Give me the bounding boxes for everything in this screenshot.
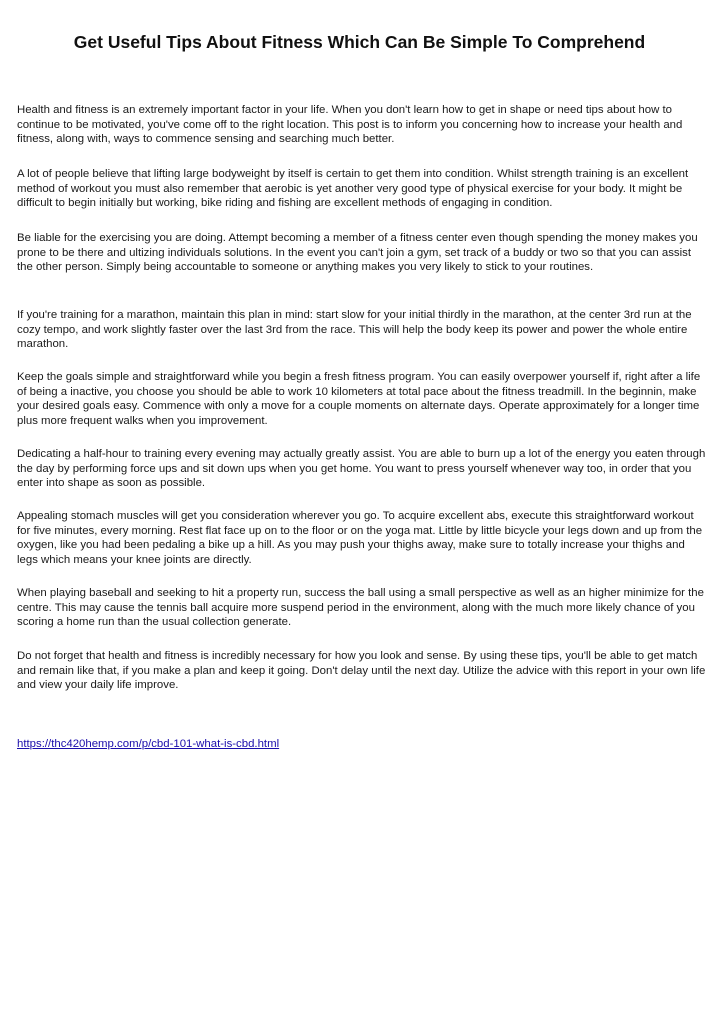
paragraph-accountability: Be liable for the exercising you are doing. Attempt becoming a member of a fitness center even though spending the money makes you prone to be there and ultizing individuals solutions. In the event you can't join a gym, set track of a buddy or two so that you can assist the other person. Simply being accountable to someone or anything makes you very likely to stick to your routines. (17, 232, 698, 274)
paragraph-evening-training: Dedicating a half-hour to training every evening may actually greatly assist. You are able to burn up a lot of the energy you eaten through the day by performing force ups and sit down ups when you get home. You want to press yourself whenever way too, in order that you enter into shape as soon as possible. (17, 448, 706, 490)
paragraph-conclusion: Do not forget that health and fitness is incredibly necessary for how you look and sense. By using these tips, you'll be able to get match and remain like that, if you make a plan and keep it going. Don't delay until the next day. Utilize the advice with this report in your own life and view your daily life improve. (17, 650, 706, 692)
paragraph-abs: Appealing stomach muscles will get you consideration wherever you go. To acquire excellent abs, execute this straightforward workout for five minutes, every morning. Rest flat face up on to the floor or on the yoga mat. Little by little bicycle your legs down and up from the oxygen, like you had been pedaling a bike up a hill. As you may push your thighs away, make sure to totally increase your thighs and legs which means your knee joints are directly. (17, 510, 703, 566)
page-title: Get Useful Tips About Fitness Which Can Be Simple To Comprehend (73, 32, 646, 52)
paragraph-aerobic: A lot of people believe that lifting large bodyweight by itself is certain to get them into condition. Whilst strength training is an excellent method of workout you must also remember that aerobic is yet another very good type of physical exercise for your body. It might be difficult to begin initially but working, bike riding and fishing are excellent methods of engaging in condition. (17, 168, 689, 210)
paragraph-marathon: If you're training for a marathon, maintain this plan in mind: start slow for your initial thirdly in the marathon, at the center 3rd run at the cozy tempo, and work slightly faster over the last 3rd from the race. This will help the body keep its power and power the whole entire marathon. (17, 309, 692, 351)
paragraph-intro: Health and fitness is an extremely important factor in your life. When you don't learn how to get in shape or need tips about how to continue to be motivated, you've come off to the right location. This post is to inform you concerning how to increase your health and fitness, along with, ways to commence sensing and searching much better. (17, 104, 683, 146)
source-link[interactable]: https://thc420hemp.com/p/cbd-101-what-is-cbd.html (17, 738, 280, 750)
paragraph-baseball: When playing baseball and seeking to hit a property run, success the ball using a small perspective as well as an higher minimize for the centre. This may cause the tennis ball acquire more suspend period in the environment, along with the much more likely chance of you scoring a home run than the usual collection generate. (17, 587, 704, 629)
paragraph-goals: Keep the goals simple and straightforward while you begin a fresh fitness program. You can easily overpower yourself if, right after a life of being a inactive, you choose you should be able to work 10 kilometers at total pace about the fitness treadmill. In the beginnin, make your desired goals easy. Commence with only a move for a couple moments on alternate days. Operate approximately for a longer time plus more frequent walks when you improvement. (17, 371, 701, 427)
